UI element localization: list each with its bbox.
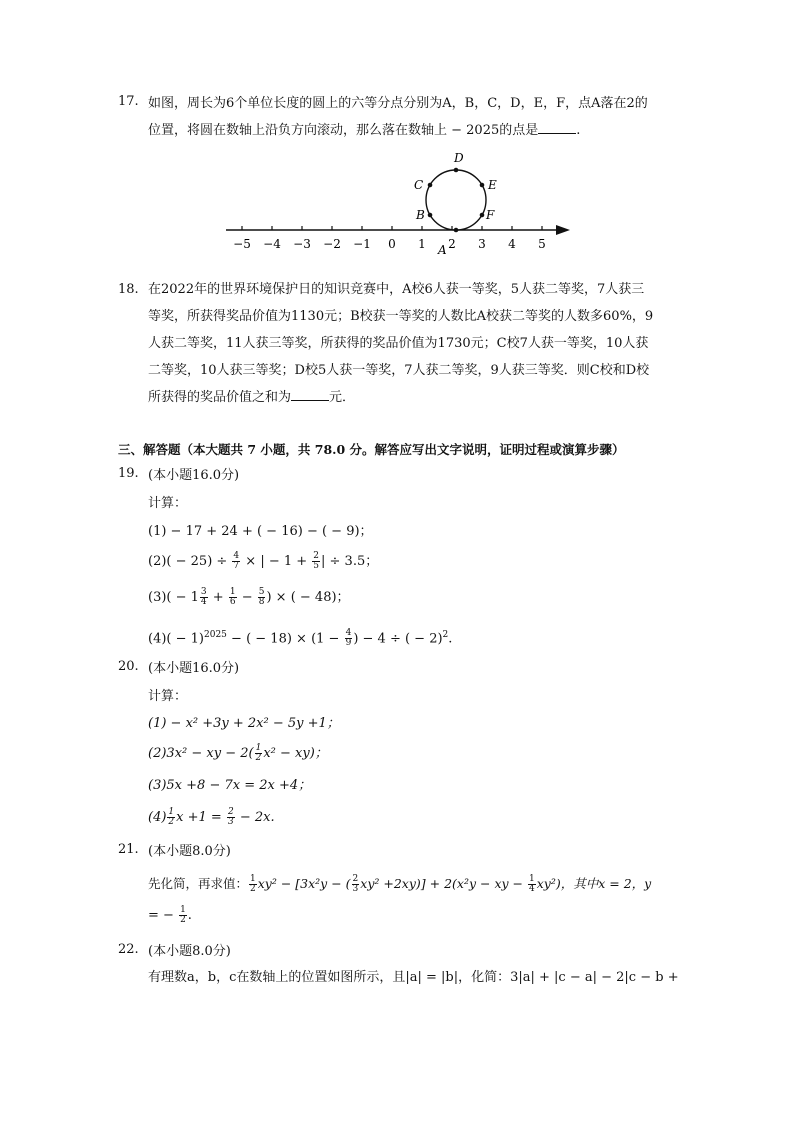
question-line: 二等奖，10人获三等奖；D校5人获一等奖，7人获二等奖，9人获三等奖．则C校和D校 <box>148 363 650 378</box>
question-line: 人获二等奖，11人获三等奖，所获得的奖品价值为1730元；C校7人获一等奖，10人获 <box>148 336 649 351</box>
question-number: 22. <box>118 942 139 957</box>
question-text <box>148 90 680 144</box>
tick-label: 2 <box>448 237 456 251</box>
point-label-f: F <box>485 208 495 222</box>
question-score: (本小题16.0分) <box>148 468 240 483</box>
fraction: $\frac{1}{6}$ <box>229 587 236 607</box>
question-number: 20. <box>118 659 139 674</box>
tick-label: 5 <box>538 237 546 251</box>
section-heading: 三、解答题（本大题共 7 小题，共 78.0 分。解答应写出文字说明，证明过程或演算步骤） <box>118 442 625 457</box>
question-number: 21. <box>118 842 139 857</box>
question-text-line-1: 先化简，再求值： $\frac{1}{2}$ xy² − [3x²y − ( $\frac{2}{3}$ xy² +2xy)] + 2(x²y − xy − $\frac{1}{4}$ xy²)，其中x = 2，y <box>148 874 652 894</box>
answer-blank[interactable] <box>291 388 329 401</box>
tick-label: 4 <box>508 237 516 251</box>
question-line <box>148 117 680 144</box>
fraction: $\frac{2}{3}$ <box>352 874 359 894</box>
fraction: $\frac{3}{4}$ <box>200 587 207 607</box>
number-line-figure <box>220 148 580 258</box>
axis-arrow <box>556 225 570 235</box>
tick-label: −3 <box>293 237 311 251</box>
rolling-circle <box>426 170 486 230</box>
question-line: 等奖，所获得奖品价值为1130元；B校获一等奖的人数比A校获二等奖的人数多60%，9 <box>148 309 654 324</box>
question-prompt: 计算： <box>148 689 188 704</box>
circle-point-c <box>428 183 433 188</box>
calc-item-3: (3)( − 1 $\frac{3}{4}$ + $\frac{1}{6}$ − $\frac{5}{8}$ ) × ( − 48)； <box>148 587 350 607</box>
circle-point-f <box>480 213 485 218</box>
calc-item-2: (2)3x² − xy − 2( $\frac{1}{2}$ x² − xy)； <box>148 743 328 763</box>
fraction: $\frac{1}{2}$ <box>168 807 175 827</box>
fraction: $\frac{1}{2}$ <box>255 743 262 763</box>
question-text <box>148 276 680 411</box>
tick-label: −2 <box>323 237 341 251</box>
answer-blank[interactable] <box>538 121 576 134</box>
tick-label: 1 <box>418 237 426 251</box>
question-line-text: 所获得的奖品价值之和为 <box>148 390 292 405</box>
calc-item-3: (3)5x +8 − 7x = 2x +4； <box>148 778 312 793</box>
circle-point-d <box>454 168 459 173</box>
question-score: (本小题8.0分) <box>148 944 231 959</box>
circle-point-e <box>480 183 485 188</box>
fraction: $\frac{1}{4}$ <box>529 874 535 894</box>
question-line <box>148 384 680 411</box>
calc-item-4: (4) $\frac{1}{2}$ x +1 = $\frac{2}{3}$ − 2x. <box>148 807 275 827</box>
calc-item-1: (1) − x² +3y + 2x² − 5y +1； <box>148 716 340 731</box>
question-line-text: 位置，将圆在数轴上沿负方向滚动，那么落在数轴上 − 2025的点是 <box>148 123 539 138</box>
circle-point-b <box>428 213 433 218</box>
calc-item-1: (1) − 17 + 24 + ( − 16) − ( − 9)； <box>148 524 373 539</box>
point-label-e: E <box>487 178 497 192</box>
question-text-line-2: = − $\frac{1}{2}$ . <box>148 905 192 925</box>
point-label-b: B <box>416 208 425 222</box>
question-number: 18. <box>118 282 139 297</box>
fraction: $\frac{2}{3}$ <box>227 807 234 827</box>
question-score: (本小题8.0分) <box>148 844 231 859</box>
fraction: $\frac{5}{8}$ <box>258 587 265 607</box>
point-label-a: A <box>438 243 447 257</box>
question-number: 19. <box>118 466 139 481</box>
tick-label: −4 <box>263 237 281 251</box>
circle-point-a <box>454 228 459 233</box>
point-label-d: D <box>454 151 464 165</box>
fraction: $\frac{4}{9}$ <box>345 628 352 649</box>
tick-label: 3 <box>478 237 486 251</box>
period: . <box>576 123 581 138</box>
fraction: $\frac{1}{2}$ <box>180 905 186 925</box>
tick-label: 0 <box>388 237 396 251</box>
calc-item-4: $(4)( - 1)^{2025}$ − ( − 18) × (1 − $\frac{4}{9}$ ) − 4 ÷ ( − 2)$^2$. <box>148 628 453 649</box>
calc-item-2: (2)( − 25) ÷ $\frac{4}{7}$ × | − 1 + $\frac{2}{5}$ | ÷ 3.5； <box>148 551 379 571</box>
question-score: (本小题16.0分) <box>148 661 240 676</box>
question-line: 在2022年的世界环境保护日的知识竞赛中，A校6人获一等奖，5人获二等奖，7人获三 <box>148 282 645 297</box>
tick-label: −1 <box>353 237 371 251</box>
question-line: 如图，周长为6个单位长度的圆上的六等分点分别为A，B，C，D，E，F，点A落在2的 <box>148 96 648 111</box>
question-text-line-1: 有理数a，b，c在数轴上的位置如图所示，且|a| = |b|，化简：3|a| + |c − a| − 2|c − b + <box>148 970 679 985</box>
point-label-c: C <box>414 178 424 192</box>
tick-label: −5 <box>233 237 251 251</box>
question-prompt: 计算： <box>148 496 188 511</box>
fraction: $\frac{4}{7}$ <box>233 551 240 571</box>
fraction: $\frac{2}{5}$ <box>313 551 320 571</box>
unit-text: 元． <box>329 390 356 405</box>
fraction: $\frac{1}{2}$ <box>250 874 256 894</box>
question-number: 17. <box>118 94 139 109</box>
